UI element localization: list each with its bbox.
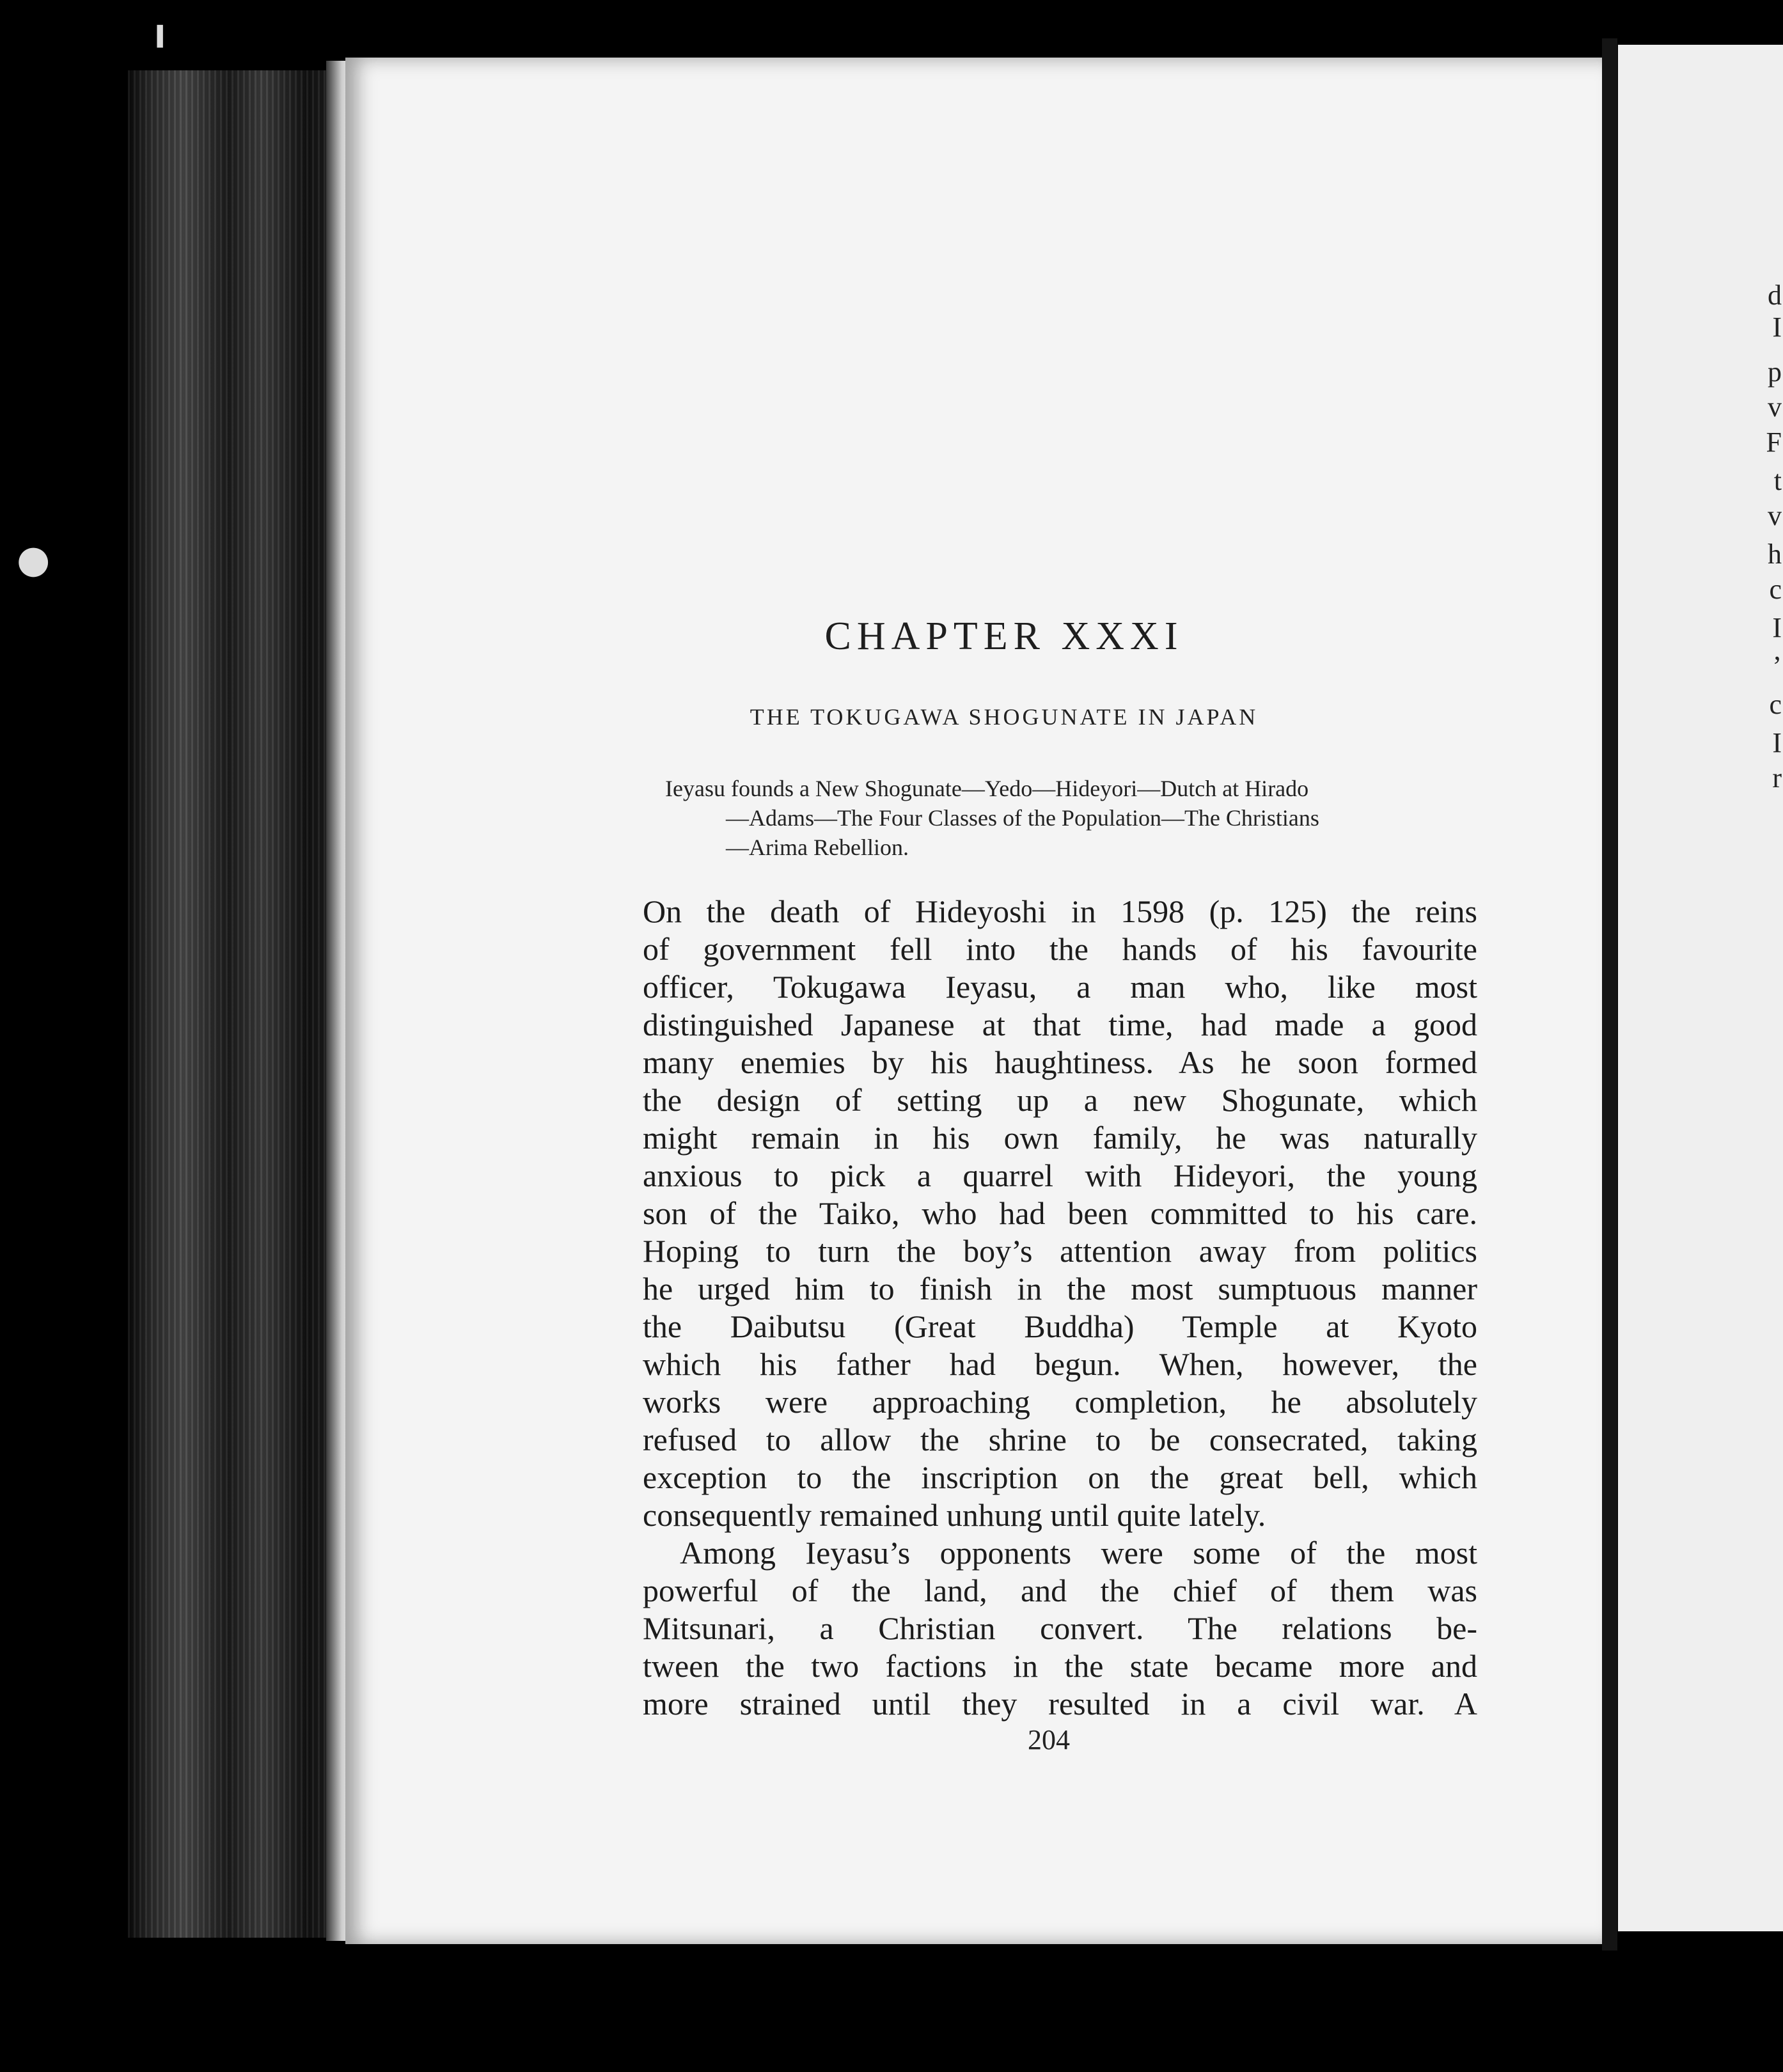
page-number: 204 bbox=[1028, 1724, 1070, 1755]
book-gutter bbox=[1602, 38, 1617, 1950]
chapter-summary bbox=[665, 774, 1458, 862]
body-line: of government fell into the hands of his favourite bbox=[643, 931, 1477, 967]
body-line: which his father had begun. When, however, the bbox=[643, 1346, 1477, 1382]
body-line: On the death of Hideyoshi in 1598 (p. 125) the reins bbox=[643, 893, 1477, 929]
next-page-letter: r bbox=[1772, 762, 1782, 794]
body-line: officer, Tokugawa Ieyasu, a man who, like most bbox=[643, 969, 1477, 1005]
next-page-letter: c bbox=[1769, 574, 1782, 605]
body-line: tween the two factions in the state became more and bbox=[643, 1648, 1477, 1684]
next-page-letter: h bbox=[1768, 538, 1782, 570]
body-line: distinguished Japanese at that time, had made a good bbox=[643, 1007, 1477, 1042]
next-page-letter: v bbox=[1768, 500, 1782, 531]
scan-artifact: ● bbox=[17, 537, 51, 582]
body-line: son of the Taiko, who had been committed to his care. bbox=[643, 1195, 1477, 1231]
next-page-sliver bbox=[1618, 45, 1783, 1931]
body-line: consequently remained unhung until quite lately. bbox=[643, 1497, 1266, 1533]
next-page-letter: I bbox=[1772, 612, 1782, 643]
body-line: Among Ieyasu’s opponents were some of the most bbox=[680, 1535, 1477, 1571]
body-line: anxious to pick a quarrel with Hideyori, the young bbox=[643, 1158, 1477, 1193]
next-page-letter: F bbox=[1766, 427, 1782, 458]
chapter-title: CHAPTER XXXI bbox=[824, 615, 1184, 658]
body-line: Hoping to turn the boy’s attention away from politics bbox=[643, 1233, 1477, 1269]
body-line: the Daibutsu (Great Buddha) Temple at Kyoto bbox=[643, 1308, 1477, 1344]
body-line: powerful of the land, and the chief of them was bbox=[643, 1573, 1477, 1608]
body-line: Mitsunari, a Christian convert. The relations be- bbox=[643, 1610, 1477, 1646]
chapter-subtitle: THE TOKUGAWA SHOGUNATE IN JAPAN bbox=[750, 704, 1259, 730]
next-page-letter: I bbox=[1772, 311, 1782, 343]
body-line: might remain in his own family, he was naturally bbox=[643, 1120, 1477, 1156]
next-page-letter: c bbox=[1769, 689, 1782, 720]
summary-line: Ieyasu founds a New Shogunate—Yedo—Hideyori—Dutch at Hirado bbox=[665, 776, 1309, 801]
next-page-letter: d bbox=[1768, 279, 1782, 311]
body-line: exception to the inscription on the great bell, which bbox=[643, 1459, 1477, 1495]
body-line: more strained until they resulted in a civil war. A bbox=[643, 1686, 1477, 1722]
next-page-letter: v bbox=[1768, 391, 1782, 423]
next-page-letter: p bbox=[1768, 356, 1782, 388]
next-page-letter: t bbox=[1773, 465, 1782, 496]
summary-line: —Arima Rebellion. bbox=[726, 835, 909, 860]
next-page-letter: ’ bbox=[1772, 650, 1782, 682]
body-line: works were approaching completion, he absolutely bbox=[643, 1384, 1477, 1420]
body-line: he urged him to finish in the most sumptuous manner bbox=[643, 1271, 1477, 1307]
body-line: many enemies by his haughtiness. As he soon formed bbox=[643, 1044, 1477, 1080]
next-page-letter: I bbox=[1772, 727, 1782, 758]
book-spine bbox=[128, 70, 352, 1938]
body-line: refused to allow the shrine to be consecrated, taking bbox=[643, 1422, 1477, 1457]
body-text bbox=[643, 893, 1477, 1723]
scan-artifact: ╹ bbox=[148, 26, 172, 70]
body-line: the design of setting up a new Shogunate, which bbox=[643, 1082, 1477, 1118]
summary-line: —Adams—The Four Classes of the Population—The Christians bbox=[726, 805, 1319, 831]
